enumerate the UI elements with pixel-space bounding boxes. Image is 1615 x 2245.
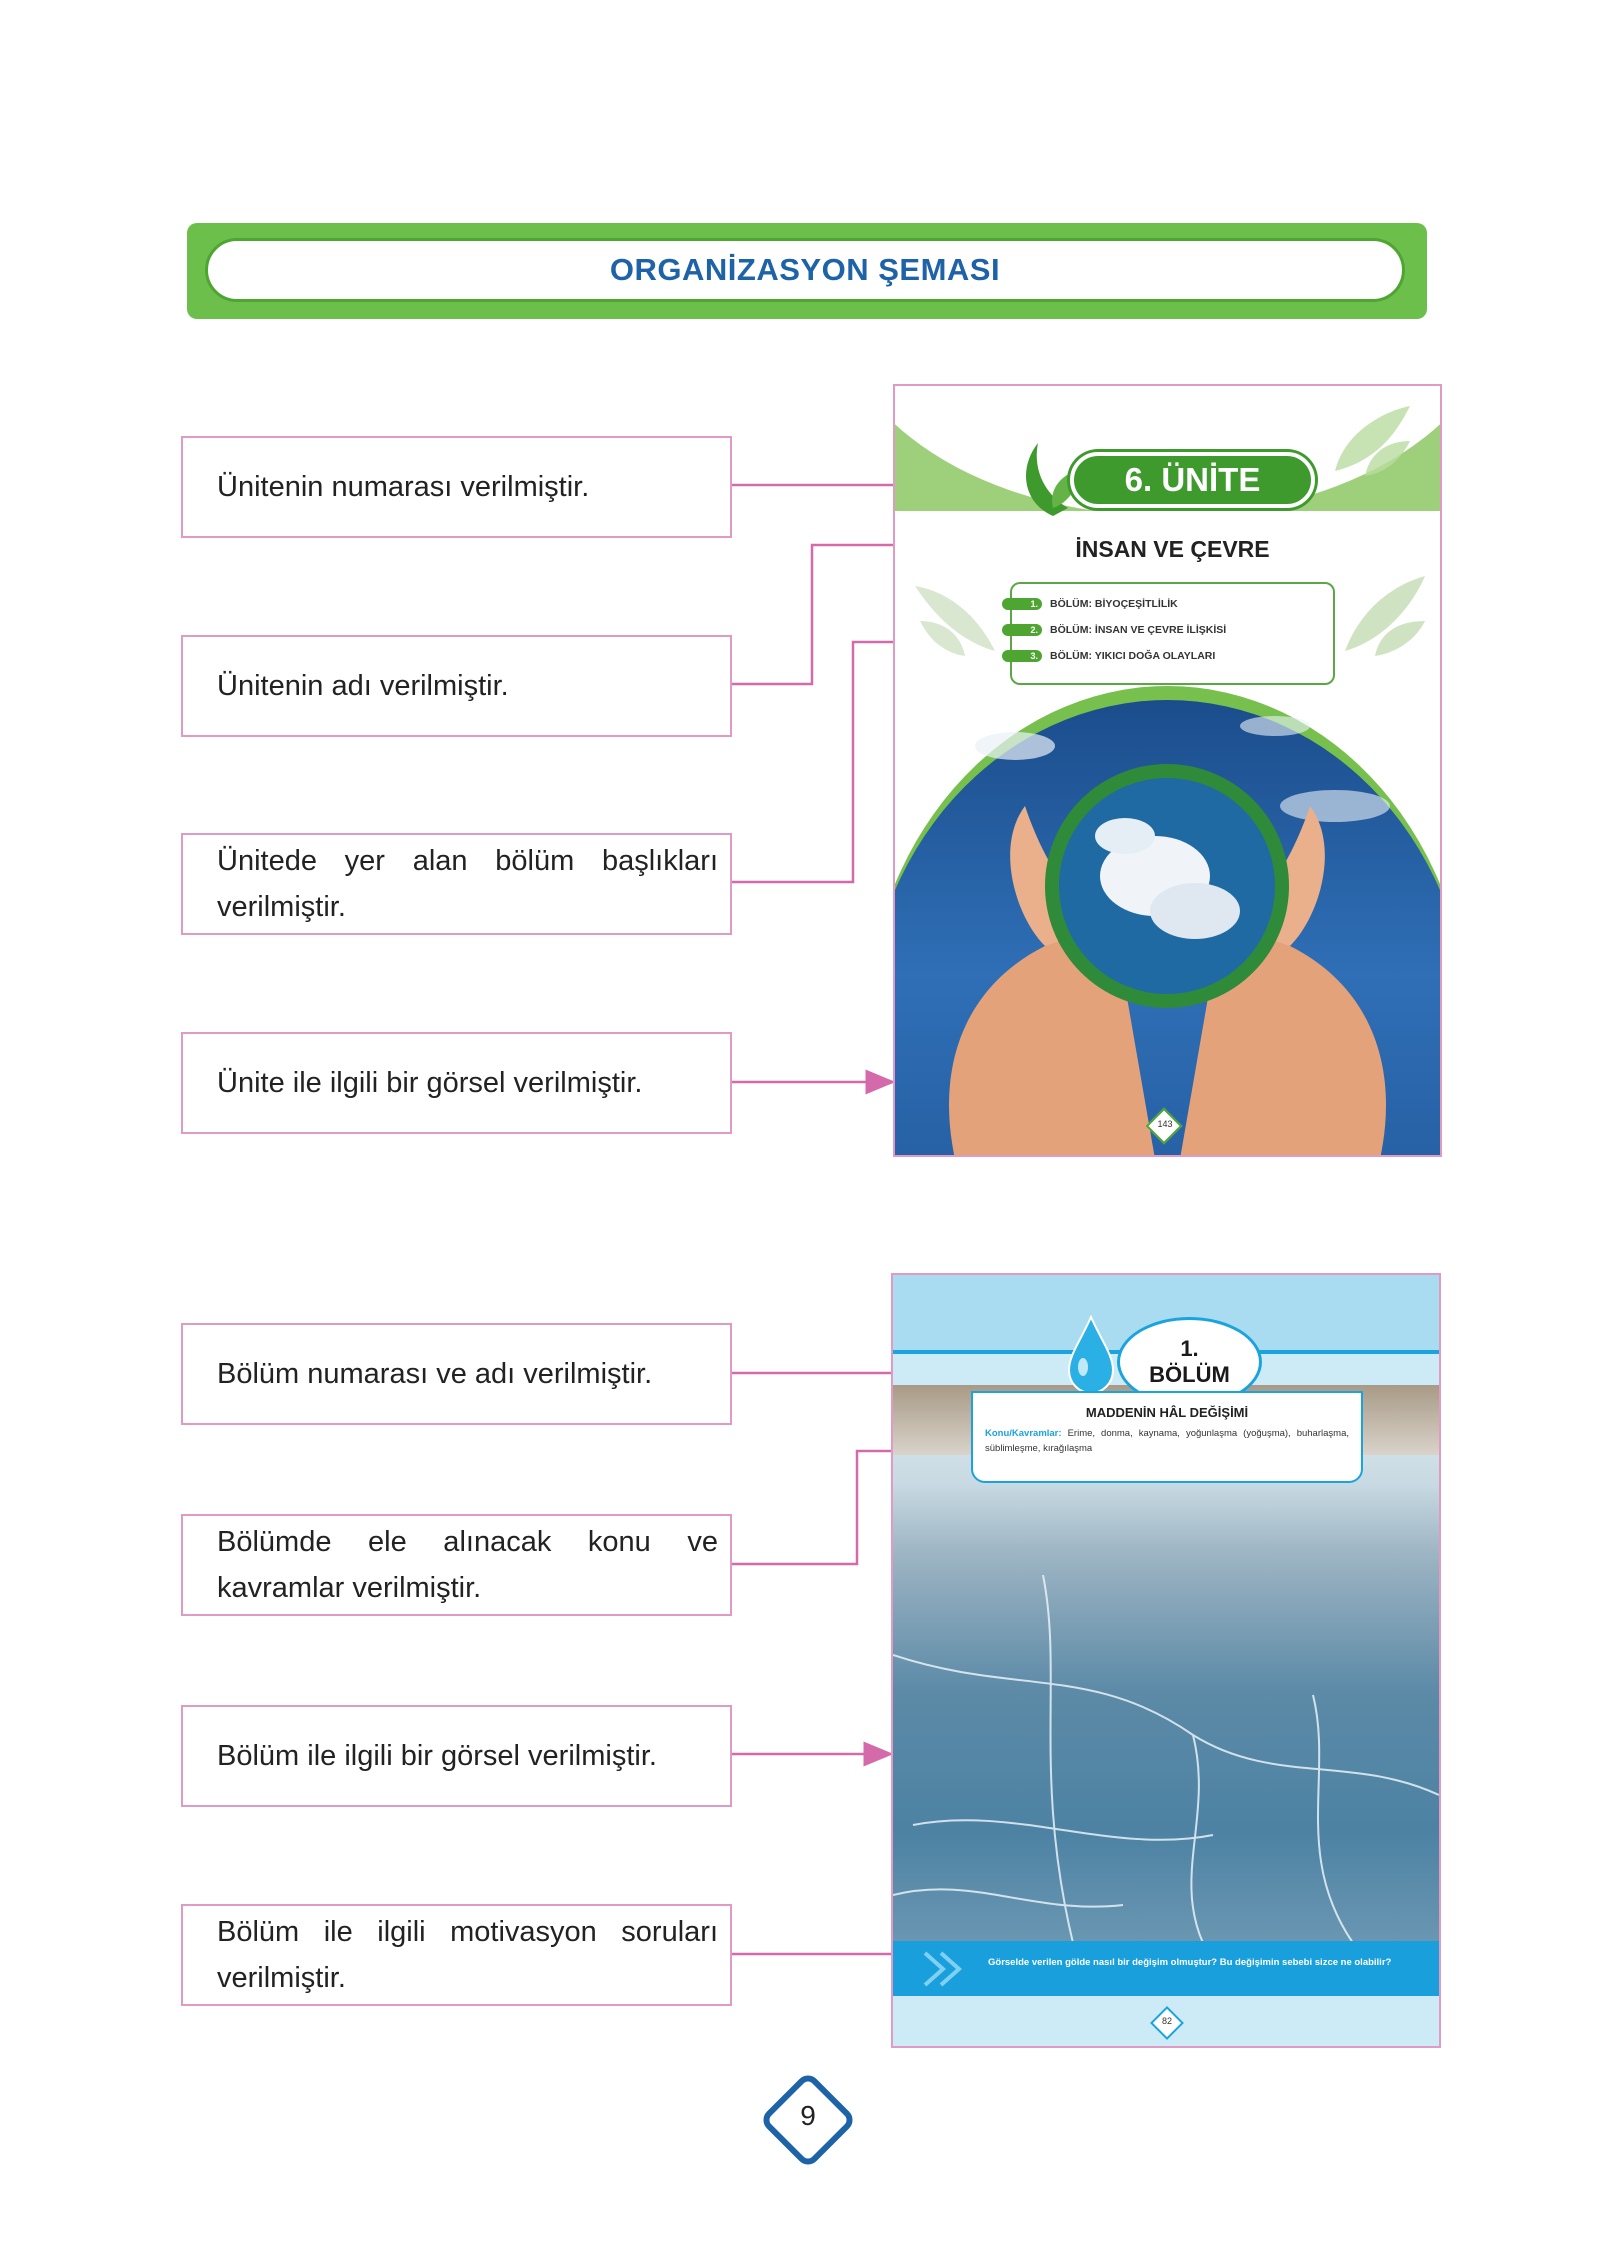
label-unit-image-text: Ünite ile ilgili bir görsel verilmiştir.	[217, 1067, 643, 1099]
chapter-page-thumbnail	[891, 1273, 1441, 2048]
chapter-list	[1010, 582, 1335, 685]
chapter-number: 1.	[1180, 1336, 1199, 1361]
motivation-question-text: Görselde verilen gölde nasıl bir değişim olmuştur? Bu değişimin sebebi sizce ne olabilir?	[988, 1957, 1392, 1968]
motivation-question	[893, 1941, 1439, 1996]
label-unit-name-text: Ünitenin adı verilmiştir.	[217, 670, 509, 702]
leaf-decoration-icon	[905, 571, 1005, 661]
page-number: 9	[800, 2100, 816, 2131]
label-chapter-number-text: Bölüm numarası ve adı verilmiştir.	[217, 1358, 653, 1390]
concepts-value: Erime, donma, kaynama, yoğunlaşma (yoğuşma), buharlaşma, süblimleşme, kırağılaşma	[985, 1428, 1349, 1454]
label-chapter-image-text: Bölüm ile ilgili bir görsel verilmiştir.	[217, 1740, 657, 1772]
leaf-decoration-icon	[1335, 561, 1435, 661]
label-chapter-number	[181, 1323, 732, 1425]
label-unit-image	[181, 1032, 732, 1134]
water-drop-icon	[1065, 1315, 1117, 1395]
chapter-item: 3. BÖLÜM: YIKICI DOĞA OLAYLARI	[1012, 646, 1215, 666]
concepts-text	[985, 1426, 1349, 1456]
hands-globe-image	[895, 686, 1440, 1157]
label-motivation	[181, 1904, 732, 2006]
unit-page-thumbnail	[893, 384, 1442, 1157]
label-concepts-text: Bölümde ele alınacak konu ve kavramlar verilmiştir.	[217, 1526, 718, 1604]
concepts-card	[971, 1391, 1363, 1483]
ice-cracks-image	[893, 1575, 1439, 1943]
unit-page-number: 143	[1157, 1119, 1173, 1129]
label-concepts	[181, 1514, 732, 1616]
label-chapter-titles-text: Ünitede yer alan bölüm başlıkları verilmiştir.	[217, 845, 718, 923]
chapter-item: 1. BÖLÜM: BİYOÇEŞİTLİLİK	[1012, 594, 1178, 614]
topic-title: MADDENİN HÂL DEĞİŞİMİ	[1085, 1405, 1249, 1420]
chapter-page-number: 82	[1161, 2016, 1172, 2026]
label-unit-name	[181, 635, 732, 737]
label-chapter-image	[181, 1705, 732, 1807]
page-title: ORGANİZASYON ŞEMASI	[609, 252, 1001, 287]
chevron-right-icon	[921, 1949, 971, 1989]
chapter-word: BÖLÜM	[1149, 1362, 1230, 1387]
label-motivation-text: Bölüm ile ilgili motivasyon soruları verilmiştir.	[217, 1916, 718, 1994]
unit-image	[895, 686, 1440, 1157]
chapter-item: 2. BÖLÜM: İNSAN VE ÇEVRE İLİŞKİSİ	[1012, 620, 1226, 640]
unit-name: İNSAN VE ÇEVRE	[1075, 536, 1270, 562]
concepts-key: Konu/Kavramlar:	[985, 1428, 1062, 1439]
label-unit-number	[181, 436, 732, 538]
unit-banner: 6. ÜNİTE	[1070, 452, 1315, 508]
label-chapter-titles	[181, 833, 732, 935]
leaf-decoration-icon	[1325, 401, 1415, 481]
label-unit-number-text: Ünitenin numarası verilmiştir.	[217, 471, 590, 503]
